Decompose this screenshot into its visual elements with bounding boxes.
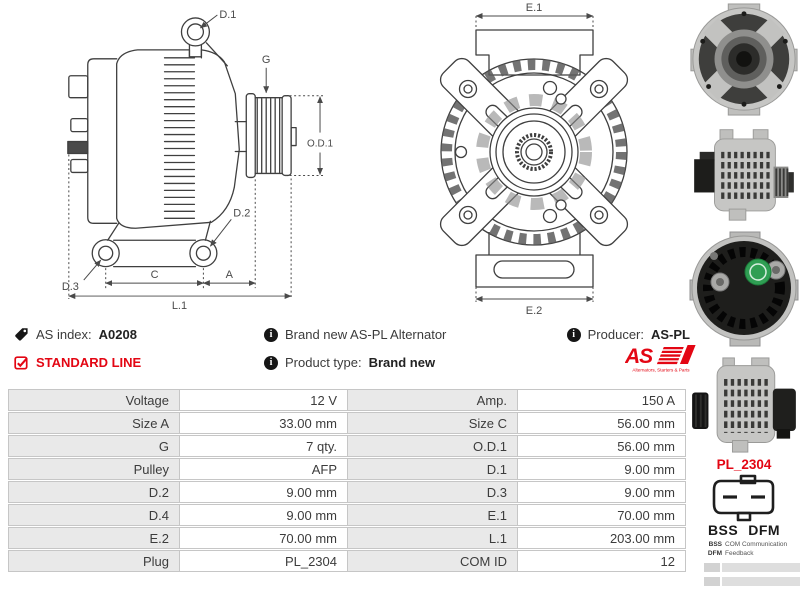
spec-value-cell: 203.00 mm xyxy=(517,527,686,549)
dim-label-e2: E.2 xyxy=(525,305,543,317)
table-row xyxy=(8,389,686,411)
dim-label-od1: O.D.1 xyxy=(307,138,334,150)
product-type-label: Product type: xyxy=(285,355,362,370)
plug-connector-icon xyxy=(711,474,777,522)
spec-label-cell: E.1 xyxy=(347,504,518,526)
dim-label-g: G xyxy=(261,53,271,66)
spec-label-cell: D.3 xyxy=(347,481,518,503)
spec-label-cell: D.4 xyxy=(8,504,180,526)
spec-value-cell: 9.00 mm xyxy=(179,481,348,503)
spec-table xyxy=(8,389,686,573)
dim-label-d3: D.3 xyxy=(61,281,79,294)
plug-code: PL_2304 xyxy=(716,457,772,472)
brand-new-text: Brand new AS-PL Alternator xyxy=(285,327,447,342)
spec-label-cell: E.2 xyxy=(8,527,180,549)
spec-label-cell: L.1 xyxy=(347,527,518,549)
product-photos xyxy=(688,2,800,454)
legend-empty-row xyxy=(704,563,800,572)
table-row xyxy=(8,527,686,549)
table-row xyxy=(8,435,686,457)
dim-label-a: A xyxy=(225,269,233,282)
alternator-side-view-photo xyxy=(688,126,800,222)
brand-new-item xyxy=(264,327,446,342)
spec-value-cell: 150 A xyxy=(517,389,686,411)
table-row xyxy=(8,550,686,572)
spec-label-cell: D.2 xyxy=(8,481,180,503)
logo-as-text: AS xyxy=(625,345,653,368)
spec-label-cell: Plug xyxy=(8,550,180,572)
spec-value-cell: 9.00 mm xyxy=(179,504,348,526)
spec-value-cell: 70.00 mm xyxy=(179,527,348,549)
logo-tagline: Alternators, Starters & Parts xyxy=(632,367,690,373)
as-index-label: AS index: xyxy=(36,327,92,342)
spec-label-cell: Pulley xyxy=(8,458,180,480)
spec-label-cell: D.1 xyxy=(347,458,518,480)
alternator-rear-view-photo xyxy=(688,230,800,348)
legend-term: DFM xyxy=(707,550,722,557)
spec-label-cell: Amp. xyxy=(347,389,518,411)
plug-pin-bss: BSS xyxy=(707,522,739,538)
spec-label-cell: Size C xyxy=(347,412,518,434)
table-row xyxy=(8,412,686,434)
dim-label-e1: E.1 xyxy=(525,2,543,14)
producer-value: AS-PL xyxy=(651,327,690,342)
plug-pin-labels xyxy=(688,522,800,538)
dim-label-l1: L.1 xyxy=(171,300,188,313)
info-icon xyxy=(264,356,278,370)
table-row xyxy=(8,481,686,503)
as-index-value: A0208 xyxy=(98,327,137,342)
spec-value-cell: PL_2304 xyxy=(179,550,348,572)
table-row xyxy=(8,504,686,526)
spec-value-cell: AFP xyxy=(179,458,348,480)
as-pl-logo xyxy=(625,344,697,374)
front-view-diagram xyxy=(427,0,664,318)
checkbox-checked-icon xyxy=(14,355,29,370)
legend-row xyxy=(704,541,800,549)
legend-term: BSS xyxy=(708,541,722,548)
producer-item xyxy=(567,327,690,342)
product-type-item xyxy=(264,355,435,370)
dim-label-d1: D.1 xyxy=(219,8,237,21)
spec-label-cell: O.D.1 xyxy=(347,435,518,457)
standard-line-label: STANDARD LINE xyxy=(36,355,142,370)
legend-empty-row xyxy=(704,577,800,586)
alternator-side-view-2-photo xyxy=(688,356,800,454)
table-row xyxy=(8,458,686,480)
legend-row xyxy=(704,550,800,558)
alternator-front-view-photo xyxy=(688,2,800,118)
spec-label-cell: Voltage xyxy=(8,389,180,411)
legend-desc: COM Communication xyxy=(725,541,788,548)
spec-value-cell: 56.00 mm xyxy=(517,435,686,457)
info-icon xyxy=(567,328,581,342)
spec-value-cell: 9.00 mm xyxy=(517,481,686,503)
side-view-diagram xyxy=(4,2,338,316)
spec-value-cell: 70.00 mm xyxy=(517,504,686,526)
dim-label-c: C xyxy=(150,269,159,282)
product-type-value: Brand new xyxy=(368,355,436,370)
standard-line-item xyxy=(14,355,141,370)
spec-value-cell: 33.00 mm xyxy=(179,412,348,434)
plug-pin-dfm: DFM xyxy=(748,522,781,538)
spec-value-cell: 12 V xyxy=(179,389,348,411)
spec-label-cell: Size A xyxy=(8,412,180,434)
dim-label-d2: D.2 xyxy=(233,207,251,220)
pin-legend xyxy=(704,541,800,586)
spec-value-cell: 56.00 mm xyxy=(517,412,686,434)
legend-desc: Feedback xyxy=(725,550,754,557)
spec-value-cell: 7 qty. xyxy=(179,435,348,457)
as-index-item xyxy=(14,327,137,342)
spec-label-cell: G xyxy=(8,435,180,457)
spec-label-cell: COM ID xyxy=(347,550,518,572)
spec-value-cell: 9.00 mm xyxy=(517,458,686,480)
spec-value-cell: 12 xyxy=(517,550,686,572)
tag-icon xyxy=(14,327,29,342)
info-icon xyxy=(264,328,278,342)
producer-label: Producer: xyxy=(587,327,644,342)
